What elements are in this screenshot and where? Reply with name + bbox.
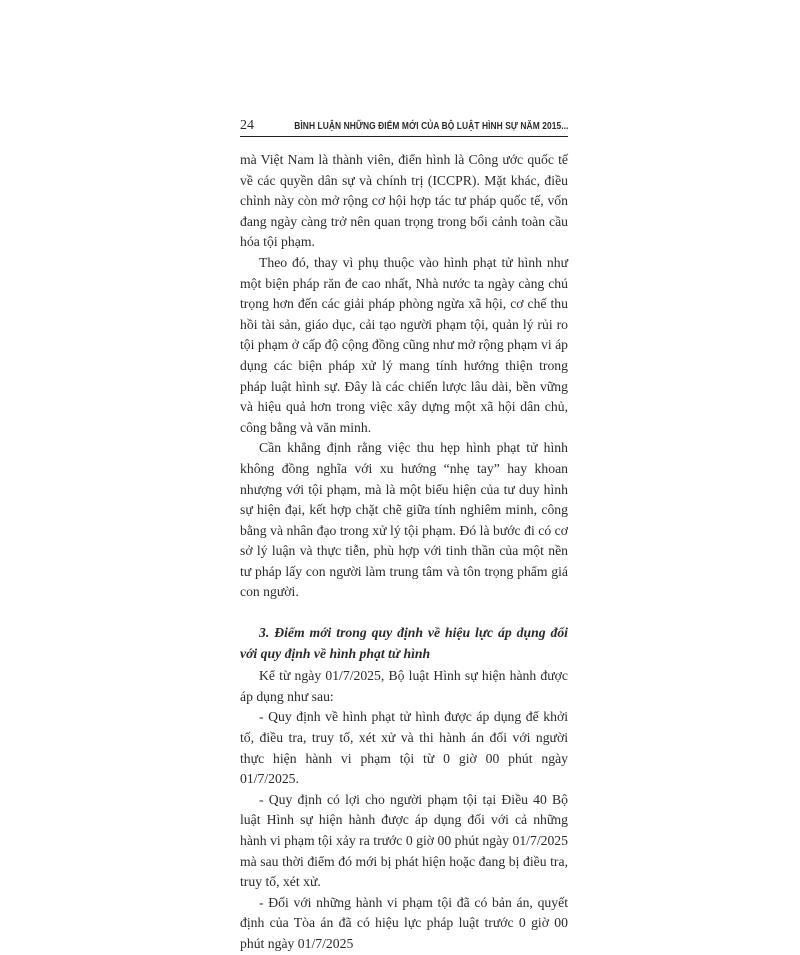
body-text — [240, 150, 568, 955]
header-rule — [240, 136, 568, 137]
paragraph-continued: mà Việt Nam là thành viên, điển hình là Công ước quốc tế về các quyền dân sự và chính trị (ICCPR). Mặt khác, điều chỉnh này còn mở rộng cơ hội hợp tác tư pháp quốc tế, vốn đang ngày càng trở nên quan trọng trong bối cảnh toàn cầu hóa tội phạm. — [240, 152, 568, 250]
section-heading: 3. Điểm mới trong quy định về hiệu lực áp dụng đối với quy định về hình phạt tử hình — [240, 625, 568, 661]
list-item: - Quy định về hình phạt tử hình được áp dụng để khởi tố, điều tra, truy tố, xét xử và thi hành án đối với người thực hiện hành vi phạm tội từ 0 giờ 00 phút ngày 01/7/2025. — [240, 709, 568, 787]
paragraph: Kể từ ngày 01/7/2025, Bộ luật Hình sự hiện hành được áp dụng như sau: — [240, 668, 568, 704]
page-header — [240, 118, 568, 134]
page-number: 24 — [240, 118, 254, 133]
paragraph: Cần khẳng định rằng việc thu hẹp hình phạt tử hình không đồng nghĩa với xu hướng “nhẹ tay” hay khoan nhượng với tội phạm, mà là một biểu hiện của tư duy hình sự hiện đại, kết hợp chặt chẽ giữa tính nghiêm minh, công bằng và nhân đạo trong xử lý tội phạm. Đó là bước đi có cơ sở lý luận và thực tiễn, phù hợp với tinh thần của một nền tư pháp lấy con người làm trung tâm và tôn trọng phẩm giá con người. — [240, 440, 568, 600]
running-head: BÌNH LUẬN NHỮNG ĐIỂM MỚI CỦA BỘ LUẬT HÌNH SỰ NĂM 2015... — [293, 121, 568, 132]
paragraph: Theo đó, thay vì phụ thuộc vào hình phạt tử hình như một biện pháp răn đe cao nhất, Nhà nước ta ngày càng chú trọng hơn đến các giải pháp phòng ngừa xã hội, cơ chế thu hồi tài sản, giáo dục, cải tạo người phạm tội, quản lý rủi ro tội phạm ở cấp độ cộng đồng cũng như mở rộng phạm vi áp dụng các biện pháp xử lý mang tính hướng thiện trong pháp luật hình sự. Đây là các chiến lược lâu dài, bền vững và hiệu quả hơn trong việc xây dựng một xã hội dân chủ, công bằng và văn minh. — [240, 254, 568, 435]
list-item: - Quy định có lợi cho người phạm tội tại Điều 40 Bộ luật Hình sự hiện hành được áp dụng đối với cả những hành vi phạm tội xảy ra trước 0 giờ 00 phút ngày 01/7/2025 mà sau thời điểm đó mới bị phát hiện hoặc đang bị điều tra, truy tố, xét xử. — [240, 791, 568, 890]
list-item: - Đối với những hành vi phạm tội đã có bản án, quyết định của Tòa án đã có hiệu lực pháp luật trước 0 giờ 00 phút ngày 01/7/2025 — [240, 894, 568, 951]
